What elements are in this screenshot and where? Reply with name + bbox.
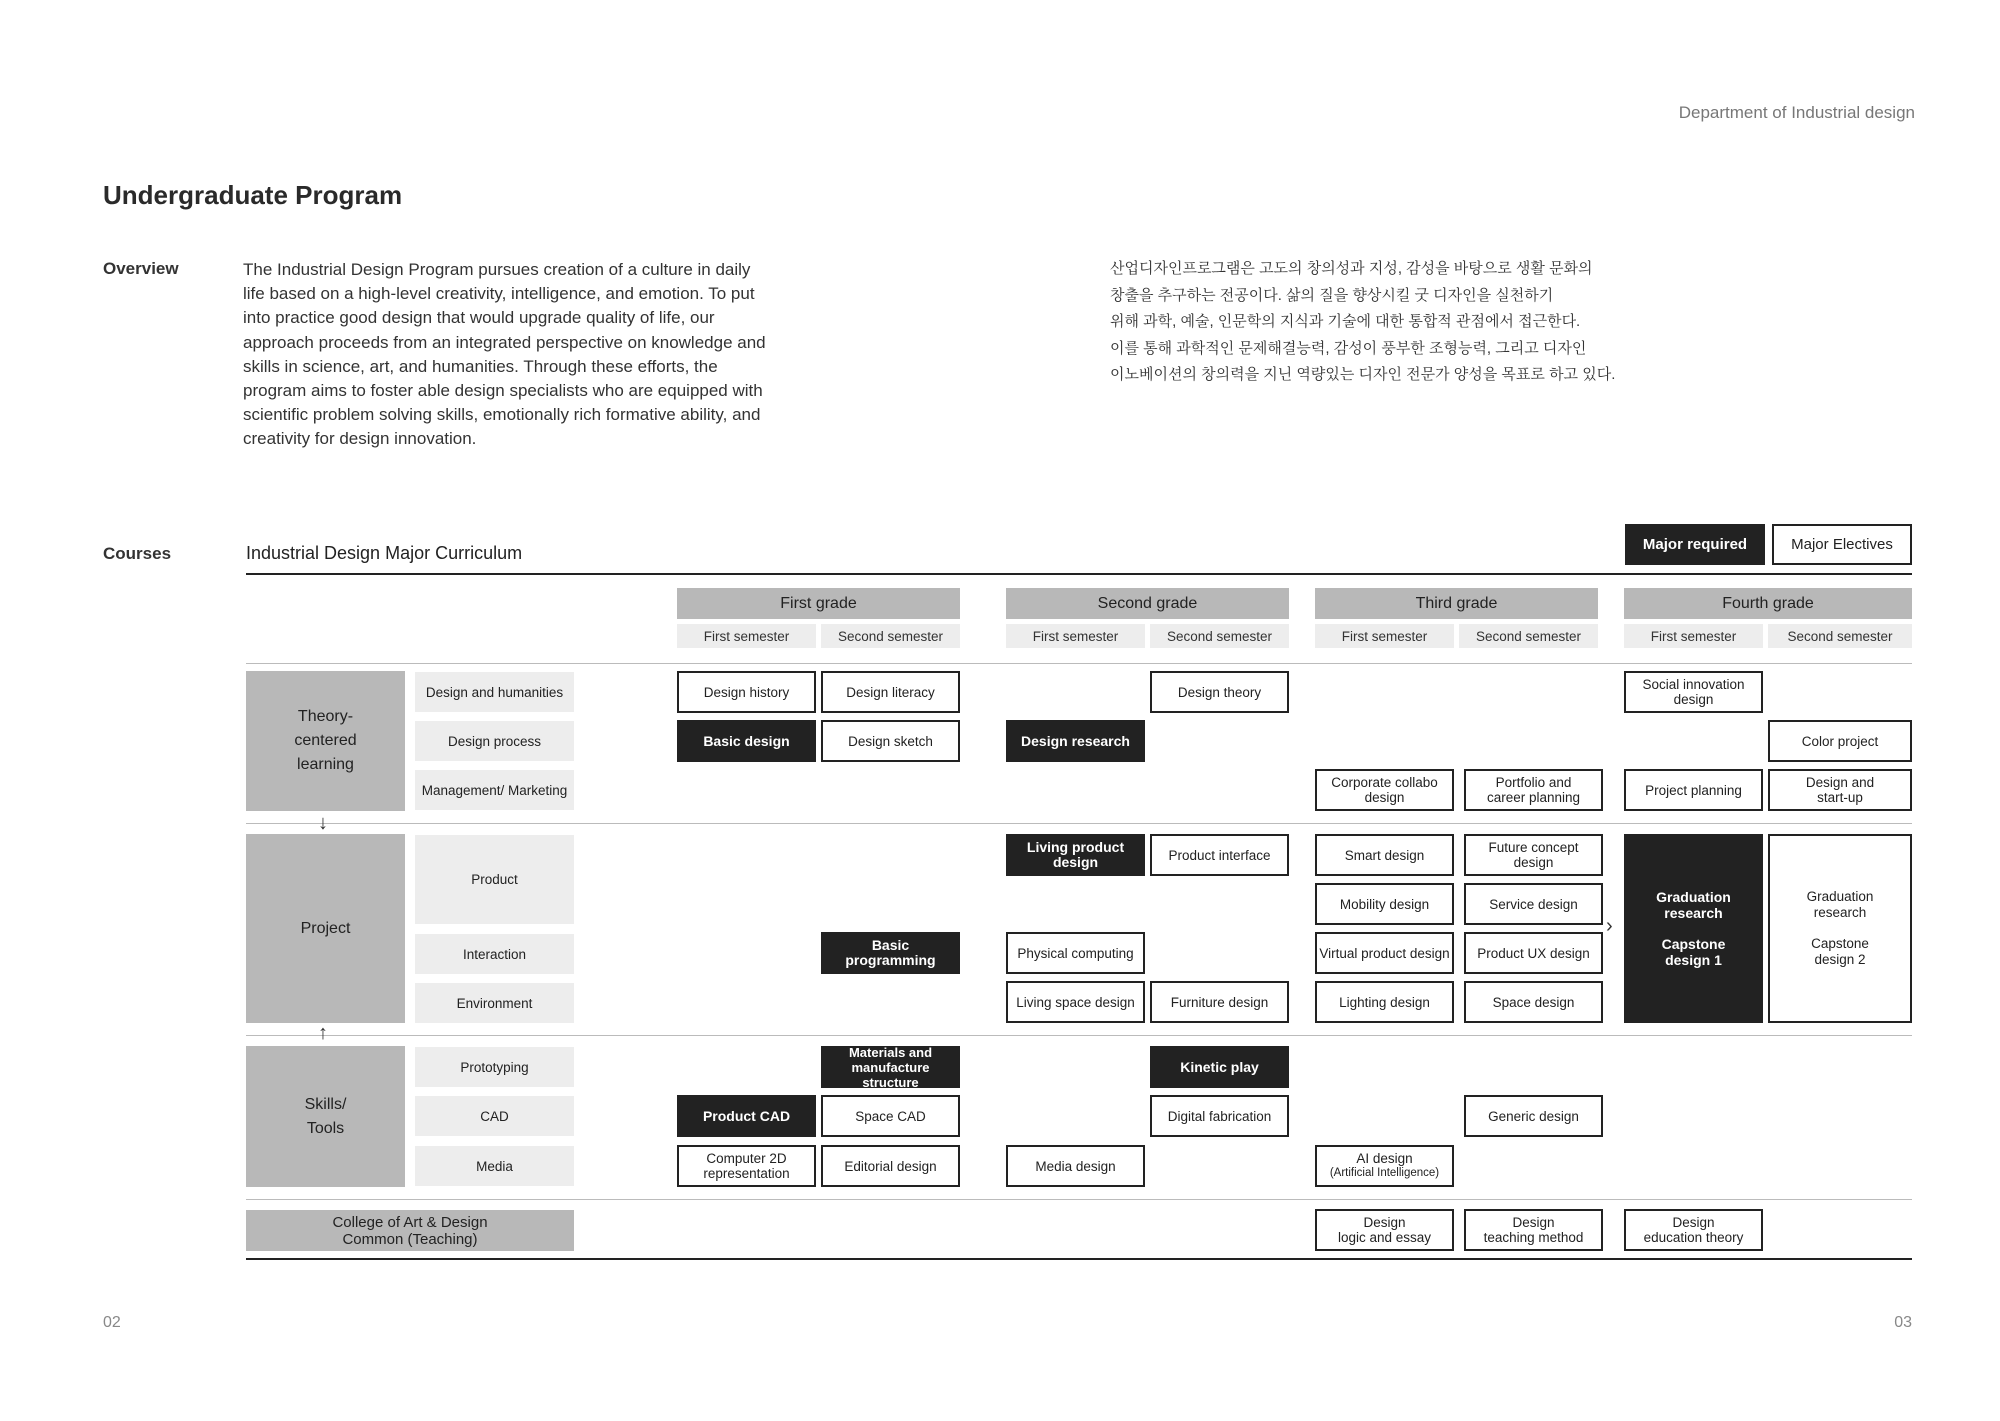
course-design-startup: Design and start-up	[1768, 769, 1912, 811]
category-theory: Theory- centered learning	[246, 671, 405, 811]
course-space-design: Space design	[1464, 981, 1603, 1023]
arrow-right-icon: ›	[1606, 915, 1613, 937]
course-space-cad: Space CAD	[821, 1095, 960, 1137]
arrow-down-icon: ↓	[318, 812, 328, 834]
course-design-sketch: Design sketch	[821, 720, 960, 762]
course-design-teaching: Design teaching method	[1464, 1209, 1603, 1251]
semester-4-1: First semester	[1624, 624, 1763, 648]
divider-theory	[246, 823, 1912, 824]
course-media-design: Media design	[1006, 1145, 1145, 1187]
course-generic-design: Generic design	[1464, 1095, 1603, 1137]
course-capstone-1: Capstone design 1	[1661, 936, 1726, 968]
course-furniture-design: Furniture design	[1150, 981, 1289, 1023]
course-portfolio: Portfolio and career planning	[1464, 769, 1603, 811]
course-design-theory: Design theory	[1150, 671, 1289, 713]
course-smart-design: Smart design	[1315, 834, 1454, 876]
sub-cad: CAD	[415, 1096, 574, 1136]
semester-2-1: First semester	[1006, 624, 1145, 648]
course-virtual-product: Virtual product design	[1315, 932, 1454, 974]
course-product-interface: Product interface	[1150, 834, 1289, 876]
course-design-education: Design education theory	[1624, 1209, 1763, 1251]
course-graduation-research-1: Graduation research	[1656, 889, 1731, 921]
course-product-ux: Product UX design	[1464, 932, 1603, 974]
sub-design-humanities: Design and humanities	[415, 672, 574, 712]
course-living-product: Living product design	[1006, 834, 1145, 876]
course-graduation-research-2: Graduation research	[1806, 889, 1874, 920]
arrow-up-icon: ↑	[318, 1022, 328, 1044]
course-service-design: Service design	[1464, 883, 1603, 925]
category-common: College of Art & Design Common (Teaching)	[246, 1210, 574, 1251]
semester-3-1: First semester	[1315, 624, 1454, 648]
course-future-concept: Future concept design	[1464, 834, 1603, 876]
course-computer-2d: Computer 2D representation	[677, 1145, 816, 1187]
page-number-left: 02	[103, 1314, 121, 1331]
korean-line: 이노베이션의 창의력을 지닌 역량있는 디자인 전문가 양성을 목표로 하고 있다.	[1110, 366, 1616, 383]
semester-1-2: Second semester	[821, 624, 960, 648]
grade-fourth: Fourth grade	[1624, 588, 1912, 619]
course-basic-design: Basic design	[677, 720, 816, 762]
course-graduation-capstone-1	[1624, 834, 1763, 1023]
grade-third: Third grade	[1315, 588, 1598, 619]
sub-interaction: Interaction	[415, 934, 574, 974]
course-digital-fabrication: Digital fabrication	[1150, 1095, 1289, 1137]
category-project: Project	[246, 834, 405, 1023]
legend-major-required: Major required	[1625, 524, 1765, 565]
semester-1-1: First semester	[677, 624, 816, 648]
sub-media: Media	[415, 1146, 574, 1186]
divider-skills	[246, 1199, 1912, 1200]
divider-project	[246, 1035, 1912, 1036]
course-graduation-capstone-2	[1768, 834, 1912, 1023]
course-ai-design-note: (Artificial Intelligence)	[1329, 1167, 1440, 1179]
course-design-research: Design research	[1006, 720, 1145, 762]
course-color-project: Color project	[1768, 720, 1912, 762]
course-mobility-design: Mobility design	[1315, 883, 1454, 925]
korean-line: 창출을 추구하는 전공이다. 삶의 질을 향상시킬 굿 디자인을 실천하기	[1110, 286, 1554, 304]
courses-label: Courses	[103, 544, 172, 563]
course-ai-design	[1315, 1145, 1454, 1187]
course-design-literacy: Design literacy	[821, 671, 960, 713]
overview-korean	[1110, 256, 1670, 389]
grade-first: First grade	[677, 588, 960, 619]
course-ai-design-label: AI design	[1356, 1151, 1413, 1166]
sub-environment: Environment	[415, 983, 574, 1023]
korean-line: 산업디자인프로그램은 고도의 창의성과 지성, 감성을 바탕으로 생활 문화의	[1110, 260, 1593, 277]
sub-design-process: Design process	[415, 721, 574, 761]
bottom-rule	[246, 1258, 1912, 1260]
course-design-logic: Design logic and essay	[1315, 1209, 1454, 1251]
korean-line: 위해 과학, 예술, 인문학의 지식과 기술에 대한 통합적 관점에서 접근한다.	[1110, 313, 1581, 330]
course-physical-computing: Physical computing	[1006, 932, 1145, 974]
grade-second: Second grade	[1006, 588, 1289, 619]
sub-product: Product	[415, 835, 574, 924]
overview-english: The Industrial Design Program pursues creation of a culture in daily life based on a high-level creativity, intelligence, and emotion. To put into practice good design that would upgrade quality of life, our approach proceeds from an integrated perspective on knowledge and skills in science, art, and humanities. Through these efforts, the program aims to foster able design specialists who are equipped with scientific problem solving skills, emotionally rich formative ability, and creativity for design innovation.	[243, 260, 766, 449]
overview-label: Overview	[103, 259, 179, 278]
sub-prototyping: Prototyping	[415, 1047, 574, 1087]
category-skills: Skills/ Tools	[246, 1046, 405, 1187]
course-design-history: Design history	[677, 671, 816, 713]
korean-line: 이를 통해 과학적인 문제해결능력, 감성이 풍부한 조형능력, 그리고 디자인	[1110, 339, 1587, 357]
curriculum-title: Industrial Design Major Curriculum	[246, 543, 523, 563]
semester-3-2: Second semester	[1459, 624, 1598, 648]
legend-major-electives: Major Electives	[1772, 524, 1912, 565]
course-editorial-design: Editorial design	[821, 1145, 960, 1187]
course-living-space: Living space design	[1006, 981, 1145, 1023]
course-basic-programming: Basic programming	[821, 932, 960, 974]
course-social-innovation: Social innovation design	[1624, 671, 1763, 713]
course-corporate-collabo: Corporate collabo design	[1315, 769, 1454, 811]
department-name: Department of Industrial design	[1678, 103, 1915, 122]
top-rule	[246, 573, 1912, 575]
course-lighting-design: Lighting design	[1315, 981, 1454, 1023]
course-capstone-2: Capstone design 2	[1811, 936, 1869, 967]
course-kinetic-play: Kinetic play	[1150, 1046, 1289, 1088]
semester-2-2: Second semester	[1150, 624, 1289, 648]
divider-header	[246, 663, 1912, 664]
page-number-right: 03	[1894, 1314, 1912, 1331]
course-product-cad: Product CAD	[677, 1095, 816, 1137]
semester-4-2: Second semester	[1768, 624, 1912, 648]
course-project-planning: Project planning	[1624, 769, 1763, 811]
course-materials: Materials and manufacture structure	[821, 1046, 960, 1088]
page-title: Undergraduate Program	[103, 180, 403, 210]
sub-management-marketing: Management/ Marketing	[415, 770, 574, 810]
